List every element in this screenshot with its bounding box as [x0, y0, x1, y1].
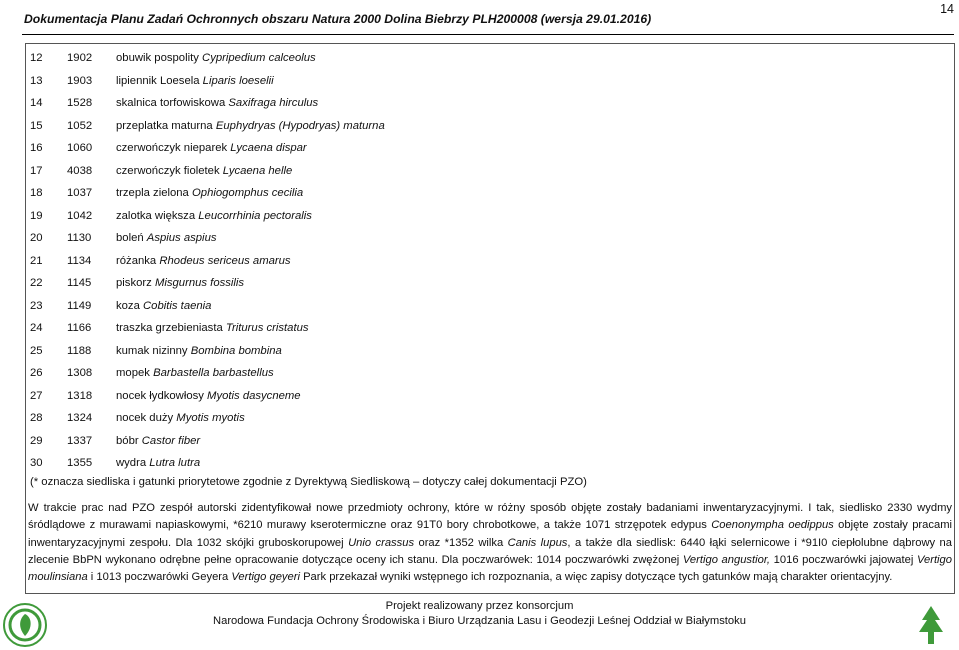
- row-number: 19: [30, 209, 43, 222]
- species-code: 1060: [67, 142, 93, 154]
- row-number: 29: [30, 434, 43, 447]
- species-polish-name: boleń: [116, 232, 144, 244]
- species-row: [26, 75, 926, 91]
- species-latin-name: Castor fiber: [141, 434, 201, 447]
- species-polish-name: zalotka większa: [116, 209, 196, 222]
- species-name: [116, 75, 274, 87]
- species-row: [26, 300, 926, 316]
- species-name: [116, 187, 303, 199]
- species-latin-name: Myotis dasycneme: [207, 389, 301, 402]
- species-latin-name: Leucorrhinia pectoralis: [198, 209, 312, 222]
- species-latin-name: Rhodeus sericeus amarus: [159, 254, 291, 267]
- row-number: 24: [30, 322, 43, 334]
- species-code: 1042: [67, 209, 93, 222]
- species-row: [26, 165, 926, 181]
- species-code: 1903: [67, 74, 93, 87]
- row-number: 14: [30, 97, 43, 109]
- row-number: 28: [30, 412, 43, 424]
- species-latin-name: Myotis myotis: [176, 412, 245, 424]
- species-row: [26, 232, 926, 248]
- row-number: 20: [30, 232, 43, 244]
- content-frame: [25, 43, 955, 594]
- species-code: 1149: [67, 299, 92, 312]
- species-code: 1052: [67, 119, 93, 132]
- bull-lasy-logo-icon: [908, 602, 954, 648]
- species-code: 1337: [67, 434, 93, 447]
- species-polish-name: czerwończyk nieparek: [116, 142, 228, 154]
- species-latin-name: Saxifraga hirculus: [228, 97, 319, 109]
- species-row: [26, 390, 926, 406]
- species-polish-name: różanka: [116, 254, 157, 267]
- species-code: 1324: [67, 412, 93, 424]
- species-row: [26, 255, 926, 271]
- species-name: [116, 367, 274, 379]
- species-polish-name: nocek łydkowłosy: [116, 389, 204, 402]
- species-polish-name: skalnica torfowiskowa: [116, 97, 226, 109]
- species-name: [116, 232, 217, 244]
- species-code: 1145: [67, 277, 92, 289]
- species-name: [116, 390, 301, 402]
- species-row: [26, 277, 926, 293]
- species-name: [116, 435, 200, 447]
- page-header: [22, 2, 954, 35]
- document-title: Dokumentacja Planu Zadań Ochronnych obszaru Natura 2000 Dolina Biebrzy PLH200008 (wersja 29.01.2016): [24, 12, 652, 26]
- species-polish-name: obuwik pospolity: [116, 52, 199, 64]
- species-latin-name: Euphydryas (Hypodryas) maturna: [215, 119, 385, 132]
- species-code: 1037: [67, 187, 93, 199]
- species-polish-name: nocek duży: [116, 412, 174, 424]
- row-number: 23: [30, 299, 43, 312]
- species-latin-name: Bombina bombina: [190, 344, 282, 357]
- species-row: [26, 367, 926, 383]
- species-latin-name: Lycaena dispar: [230, 142, 307, 154]
- species-latin-name: Lutra lutra: [149, 457, 201, 469]
- row-number: 13: [30, 74, 43, 87]
- species-name: [116, 345, 282, 357]
- species-name: [116, 210, 312, 222]
- species-polish-name: mopek: [116, 367, 150, 379]
- species-row: [26, 210, 926, 226]
- species-latin-name: Triturus cristatus: [225, 322, 309, 334]
- species-row: [26, 435, 926, 451]
- species-code: 1355: [67, 457, 93, 469]
- species-row: [26, 120, 926, 136]
- species-code: 1902: [67, 52, 93, 64]
- row-number: 21: [30, 254, 43, 267]
- species-polish-name: traszka grzebieniasta: [116, 322, 223, 334]
- inventory-paragraph: W trakcie prac nad PZO zespół autorski zidentyfikował nowe przedmioty ochrony, które w różny sposób objęte zostały badaniami inwentaryzacyjnymi. I tak, siedlisko 2330 wydmy śródlądowe z murawami napiaskowymi, *6210 murawy kserotermiczne oraz 91T0 bory chrobotkowe, a także 1071 strzępotek edypus Coenonympha oedippus objęte zostały pracami inwentaryzacyjnymi zespołu. Dla 1032 skójki gruboskorupowej Unio crassus oraz *1352 wilka Canis lupus, a także dla siedlisk: 6440 łąki selernicowe i *91I0 ciepłolubne dąbrowy na zlecenie BbPN wykonano odrębne pełne opracowanie dotyczące oceny ich stanu. Dla poczwarówek: 1014 poczwarówki zwężonej Vertigo angustior, 1016 poczwarówki jajowatej Vertigo moulinsiana i 1013 poczwarówki Geyera Vertigo geyeri Park przekazał wyniki wstępnego ich rozpoznania, a więc zapisy dotyczące tych gatunków mają charakter orientacyjny.: [28, 502, 952, 584]
- species-polish-name: trzepla zielona: [116, 187, 189, 199]
- species-code: 1166: [67, 322, 92, 334]
- species-latin-name: Misgurnus fossilis: [154, 277, 245, 289]
- species-name: [116, 412, 245, 424]
- species-name: [116, 300, 211, 312]
- species-latin-name: Ophiogomphus cecilia: [192, 187, 304, 199]
- row-number: 16: [30, 142, 43, 154]
- species-row: [26, 52, 926, 68]
- species-polish-name: przeplatka maturna: [116, 119, 213, 132]
- species-row: [26, 457, 926, 473]
- row-number: 22: [30, 277, 43, 289]
- species-polish-name: kumak nizinny: [116, 344, 188, 357]
- species-row: [26, 97, 926, 113]
- footer-partners: Narodowa Fundacja Ochrony Środowiska i Biuro Urządzania Lasu i Geodezji Leśnej Oddział w Białymstoku: [213, 615, 746, 627]
- footer-consortium: Projekt realizowany przez konsorcjum: [385, 600, 574, 612]
- species-polish-name: piskorz: [116, 277, 152, 289]
- species-code: 1528: [67, 97, 93, 109]
- species-name: [116, 457, 200, 469]
- row-number: 17: [30, 164, 43, 177]
- row-number: 15: [30, 119, 43, 132]
- species-polish-name: lipiennik Loesela: [116, 74, 200, 87]
- species-name: [116, 277, 244, 289]
- species-row: [26, 412, 926, 428]
- species-code: 1188: [67, 344, 92, 357]
- species-name: [116, 97, 318, 109]
- priority-note: (* oznacza siedliska i gatunki priorytetowe zgodnie z Dyrektywą Siedliskową – dotyczy całej dokumentacji PZO): [30, 476, 587, 488]
- page-footer: [0, 598, 959, 650]
- species-polish-name: wydra: [116, 457, 147, 469]
- species-code: 1134: [67, 254, 92, 267]
- row-number: 26: [30, 367, 43, 379]
- species-polish-name: czerwończyk fioletek: [116, 164, 220, 177]
- species-code: 4038: [67, 164, 93, 177]
- species-code: 1318: [67, 389, 93, 402]
- species-name: [116, 322, 309, 334]
- species-latin-name: Cypripedium calceolus: [202, 52, 316, 64]
- species-row: [26, 322, 926, 338]
- species-name: [116, 165, 292, 177]
- species-row: [26, 345, 926, 361]
- species-latin-name: Lycaena helle: [222, 164, 293, 177]
- species-code: 1308: [67, 367, 93, 379]
- species-row: [26, 142, 926, 158]
- row-number: 27: [30, 389, 43, 402]
- species-latin-name: Barbastella barbastellus: [153, 367, 274, 379]
- species-name: [116, 142, 307, 154]
- species-code: 1130: [67, 232, 92, 244]
- row-number: 12: [30, 52, 43, 64]
- species-latin-name: Liparis loeselii: [202, 74, 274, 87]
- species-name: [116, 120, 385, 132]
- row-number: 25: [30, 344, 43, 357]
- species-latin-name: Aspius aspius: [146, 232, 217, 244]
- species-polish-name: koza: [116, 299, 140, 312]
- row-number: 30: [30, 457, 43, 469]
- row-number: 18: [30, 187, 43, 199]
- species-row: [26, 187, 926, 203]
- species-latin-name: Cobitis taenia: [143, 299, 212, 312]
- species-name: [116, 255, 291, 267]
- species-name: [116, 52, 316, 64]
- page-number: 14: [940, 2, 954, 16]
- species-polish-name: bóbr: [116, 434, 139, 447]
